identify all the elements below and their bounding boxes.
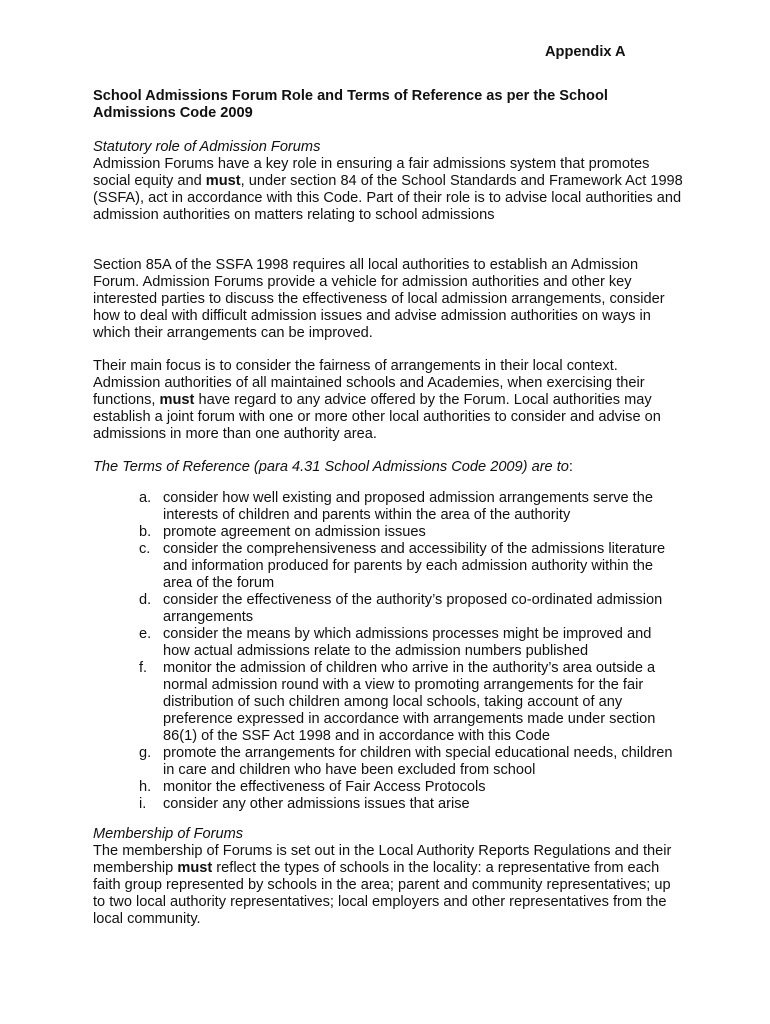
appendix-label: Appendix A — [545, 44, 626, 60]
list-item: h. monitor the effectiveness of Fair Access Protocols — [139, 779, 486, 795]
statutory-section — [93, 139, 683, 224]
terms-heading: The Terms of Reference (para 4.31 School Admissions Code 2009) are to: — [93, 459, 573, 475]
list-item: b. promote agreement on admission issues — [139, 524, 426, 540]
membership-section — [93, 826, 683, 928]
membership-paragraph: The membership of Forums is set out in the Local Authority Reports Regulations and their membership must reflect the types of schools in the locality: a representative from each faith group represented by schools in the area; parent and community representatives; up to two local authority representatives; local employers and other representatives from the local community. — [93, 843, 672, 927]
page-title: School Admissions Forum Role and Terms of Reference as per the School Admissions Code 2009 — [93, 88, 608, 121]
list-item: e. consider the means by which admissions processes might be improved and how actual admissions relate to the admission numbers published — [139, 626, 652, 659]
emphasis-must: must — [177, 860, 213, 876]
statutory-paragraph-2: Section 85A of the SSFA 1998 requires all local authorities to establish an Admission Forum. Admission Forums provide a vehicle for admission authorities and other key interested parties to discuss the effectiveness of local admission arrangements, consider how to deal with difficult admission issues and advise admission authorities on ways in which their arrangements can be improved. — [93, 257, 665, 341]
list-item: c. consider the comprehensiveness and accessibility of the admissions literature and information produced for parents by each admission authority within the area of the forum — [139, 541, 666, 591]
list-item: i. consider any other admissions issues that arise — [139, 796, 470, 812]
list-item: f. monitor the admission of children who arrive in the authority’s area outside a normal admission round with a view to promoting arrangements for the fair distribution of such children among local schools, taking account of any preference expressed in accordance with arrangements made under section 86(1) of the SSF Act 1998 and in accordance with this Code — [139, 660, 656, 744]
emphasis-must: must — [159, 392, 195, 408]
statutory-heading: Statutory role of Admission Forums — [93, 139, 321, 155]
emphasis-must: must — [205, 173, 241, 189]
membership-heading: Membership of Forums — [93, 826, 244, 842]
list-item: d. consider the effectiveness of the authority’s proposed co-ordinated admission arrangements — [139, 592, 663, 625]
statutory-paragraph-3: Their main focus is to consider the fairness of arrangements in their local context. Admission authorities of all maintained schools and Academies, when exercising their functions, must have regard to any advice offered by the Forum. Local authorities may establish a joint forum with one or more other local authorities to consider and advise on admissions in more than one authority area. — [93, 358, 661, 442]
terms-list — [133, 490, 678, 813]
list-item: g. promote the arrangements for children with special educational needs, children in care and children who have been excluded from school — [139, 745, 673, 778]
statutory-paragraph-1: Admission Forums have a key role in ensuring a fair admissions system that promotes social equity and must, under section 84 of the School Standards and Framework Act 1998 (SSFA), act in accordance with this Code. Part of their role is to advise local authorities and admission authorities on matters relating to school admissions — [93, 156, 683, 223]
list-item: a. consider how well existing and proposed admission arrangements serve the interests of children and parents within the area of the authority — [139, 490, 653, 523]
